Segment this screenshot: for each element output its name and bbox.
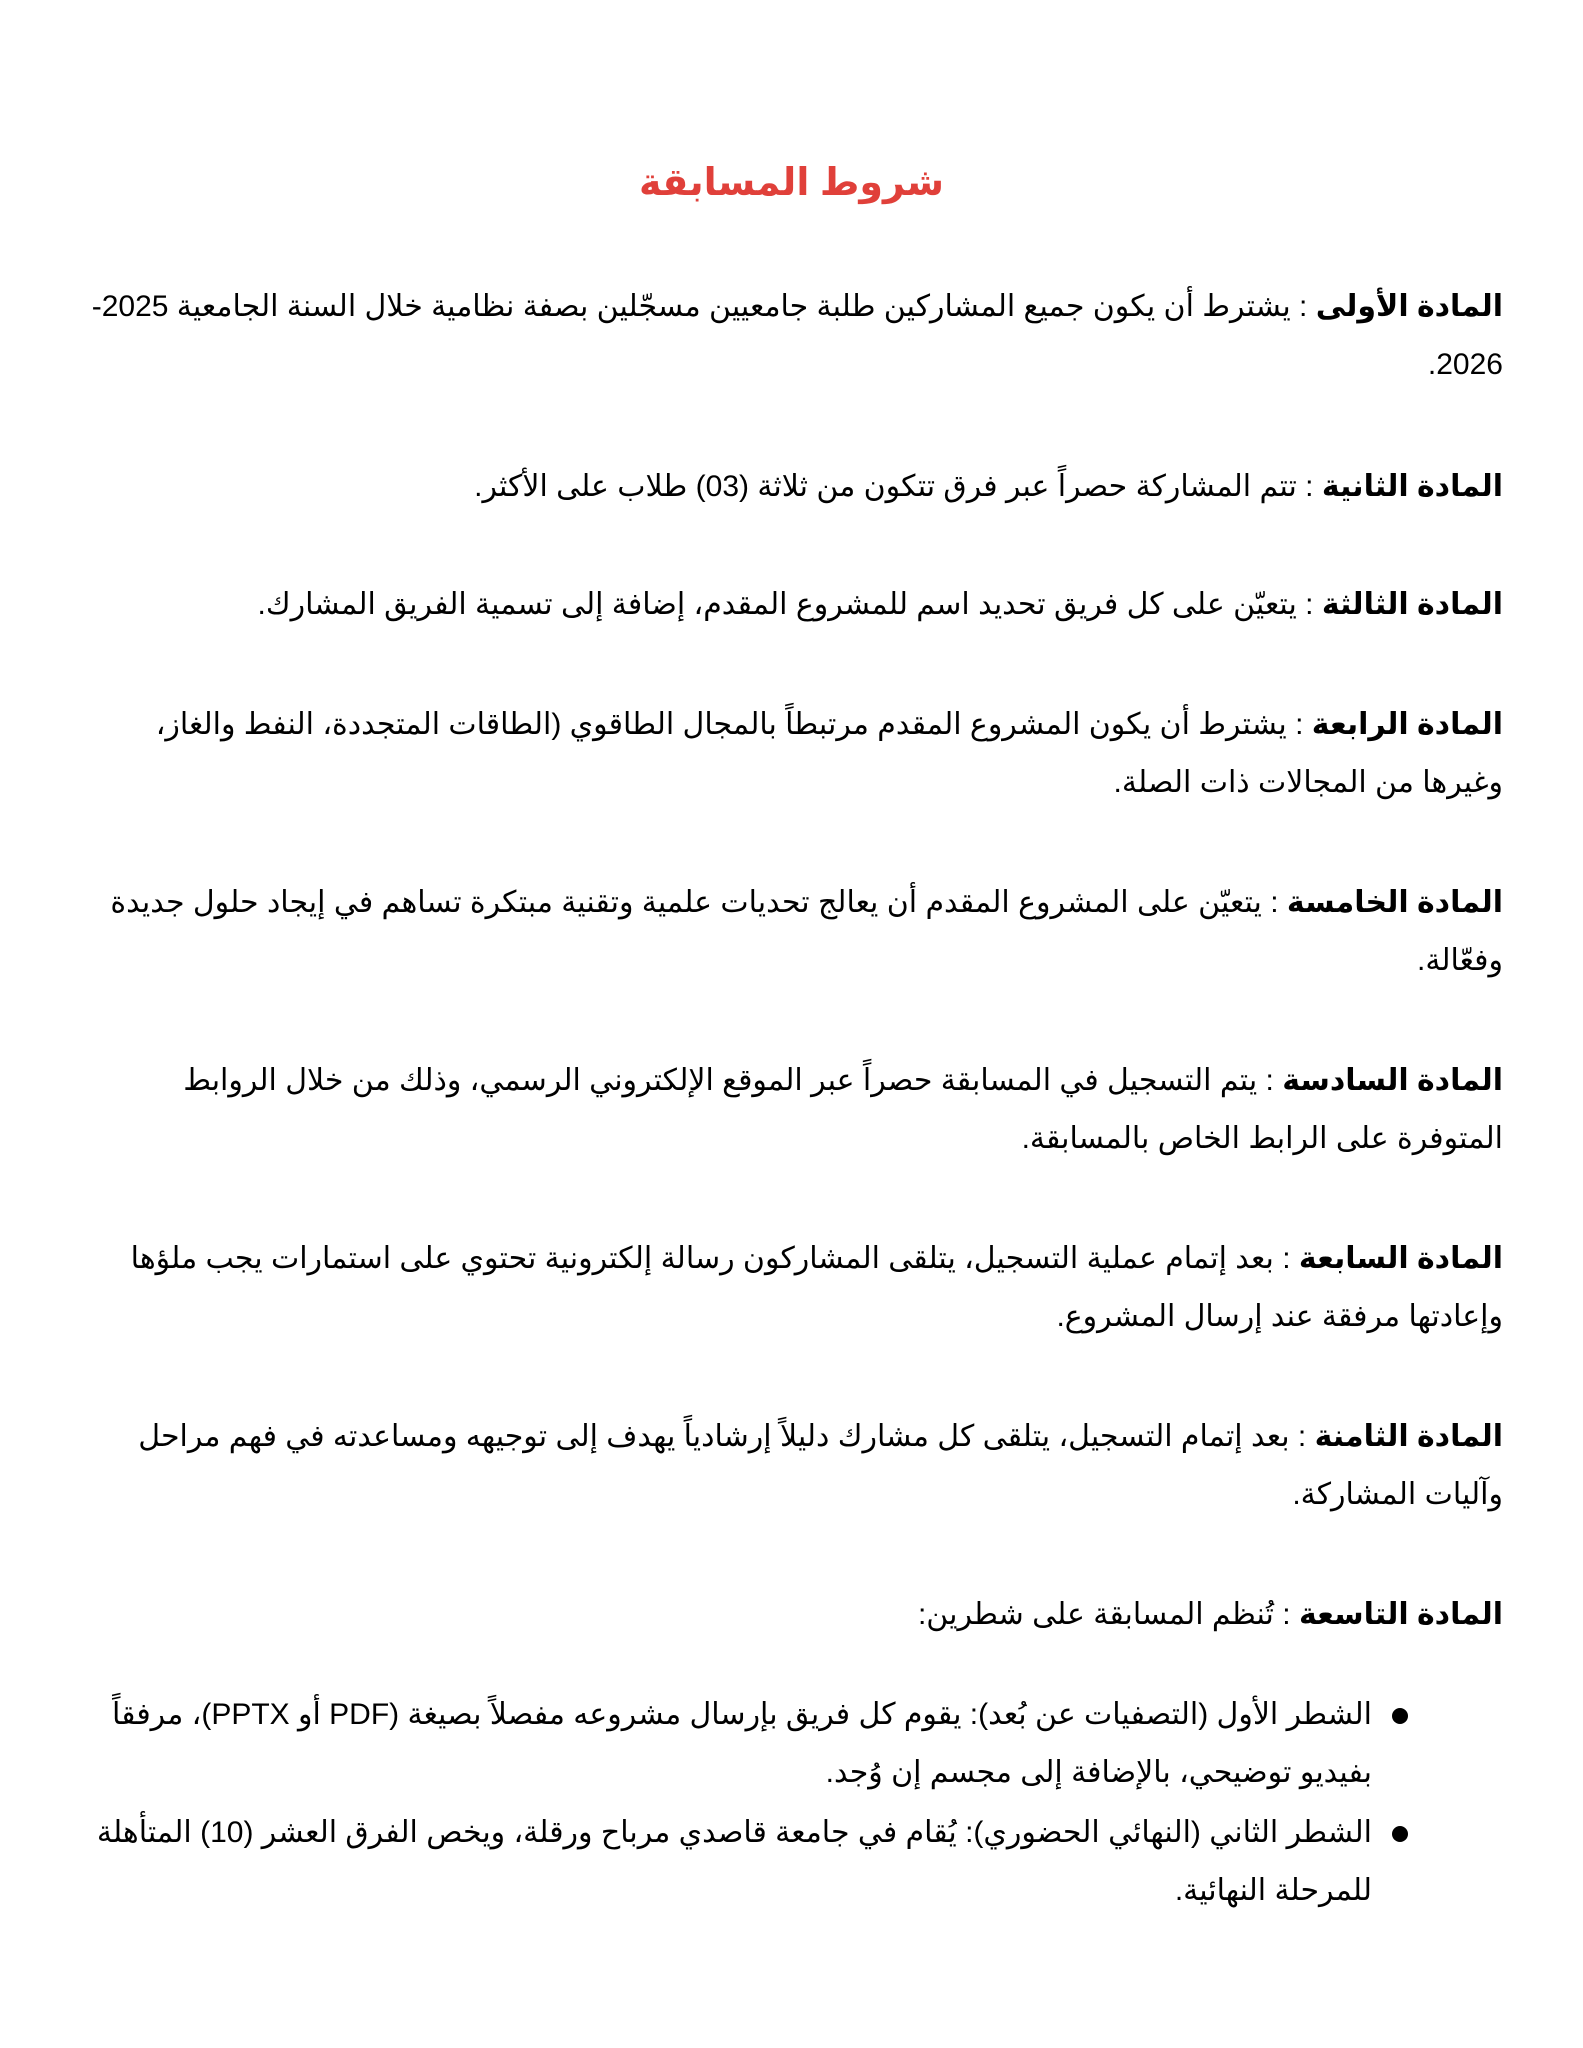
article-label: المادة الرابعة bbox=[1311, 708, 1503, 741]
article-label: المادة السابعة bbox=[1298, 1242, 1503, 1275]
article-2 bbox=[73, 458, 1503, 516]
page-title: شروط المسابقة bbox=[638, 162, 945, 205]
article-separator: : bbox=[1257, 1064, 1283, 1097]
article-text: يتعيّن على المشروع المقدم أن يعالج تحديات علمية وتقنية مبتكرة تساهم في إيجاد حلول جديدة وفعّالة. bbox=[110, 886, 1503, 977]
article-6 bbox=[73, 1052, 1503, 1168]
article-label: المادة الأولى bbox=[1315, 290, 1503, 323]
phase-item bbox=[73, 1686, 1408, 1802]
article-8 bbox=[73, 1408, 1503, 1524]
article-text: يتعيّن على كل فريق تحديد اسم للمشروع المقدم، إضافة إلى تسمية الفريق المشارك. bbox=[257, 588, 1297, 621]
article-separator: : bbox=[1296, 470, 1322, 503]
article-separator: : bbox=[1290, 290, 1316, 323]
phases-list bbox=[73, 1686, 1503, 1920]
conditions-body bbox=[73, 278, 1503, 1922]
article-5 bbox=[73, 874, 1503, 990]
article-separator: : bbox=[1273, 1242, 1299, 1275]
phase-text: الشطر الثاني (النهائي الحضوري): يُقام في جامعة قاصدي مرباح ورقلة، ويخص الفرق العشر (10) المتأهلة للمرحلة النهائية. bbox=[96, 1816, 1372, 1907]
article-separator: : bbox=[1289, 1420, 1315, 1453]
article-label: المادة الخامسة bbox=[1286, 886, 1503, 919]
article-text: تتم المشاركة حصراً عبر فرق تتكون من ثلاثة (03) طلاب على الأكثر. bbox=[474, 470, 1297, 503]
article-9 bbox=[73, 1586, 1503, 1644]
article-text: يشترط أن يكون جميع المشاركين طلبة جامعيين مسجّلين بصفة نظامية خلال السنة الجامعية 2025-2026. bbox=[91, 290, 1503, 381]
phase-text: الشطر الأول (التصفيات عن بُعد): يقوم كل فريق بإرسال مشروعه مفصلاً بصيغة (PDF أو PPTX)، مرفقاً بفيديو توضيحي، بالإضافة إلى مجسم إن وُجد. bbox=[112, 1698, 1372, 1789]
article-label: المادة الثامنة bbox=[1314, 1420, 1503, 1453]
article-separator: : bbox=[1261, 886, 1287, 919]
bullet-icon bbox=[1392, 1708, 1408, 1724]
article-text: بعد إتمام التسجيل، يتلقى كل مشارك دليلاً إرشادياً يهدف إلى توجيهه ومساعدته في فهم مراحل وآليات المشاركة. bbox=[138, 1420, 1503, 1511]
article-label: المادة الثانية bbox=[1321, 470, 1503, 503]
bullet-icon bbox=[1392, 1826, 1408, 1842]
article-text: تُنظم المسابقة على شطرين: bbox=[917, 1598, 1274, 1631]
article-1 bbox=[73, 278, 1503, 394]
article-separator: : bbox=[1296, 588, 1322, 621]
article-4 bbox=[73, 696, 1503, 812]
article-separator: : bbox=[1286, 708, 1312, 741]
article-label: المادة التاسعة bbox=[1298, 1598, 1503, 1631]
article-separator: : bbox=[1273, 1598, 1299, 1631]
article-label: المادة السادسة bbox=[1282, 1064, 1503, 1097]
article-label: المادة الثالثة bbox=[1321, 588, 1503, 621]
article-3 bbox=[73, 576, 1503, 634]
article-text: يتم التسجيل في المسابقة حصراً عبر الموقع الإلكتروني الرسمي، وذلك من خلال الروابط المتوفرة على الرابط الخاص بالمسابقة. bbox=[183, 1064, 1503, 1155]
article-7 bbox=[73, 1230, 1503, 1346]
phase-item bbox=[73, 1804, 1408, 1920]
article-text: يشترط أن يكون المشروع المقدم مرتبطاً بالمجال الطاقوي (الطاقات المتجددة، النفط والغاز، وغيرها من المجالات ذات الصلة. bbox=[155, 708, 1503, 799]
article-text: بعد إتمام عملية التسجيل، يتلقى المشاركون رسالة إلكترونية تحتوي على استمارات يجب ملؤها وإعادتها مرفقة عند إرسال المشروع. bbox=[130, 1242, 1503, 1333]
